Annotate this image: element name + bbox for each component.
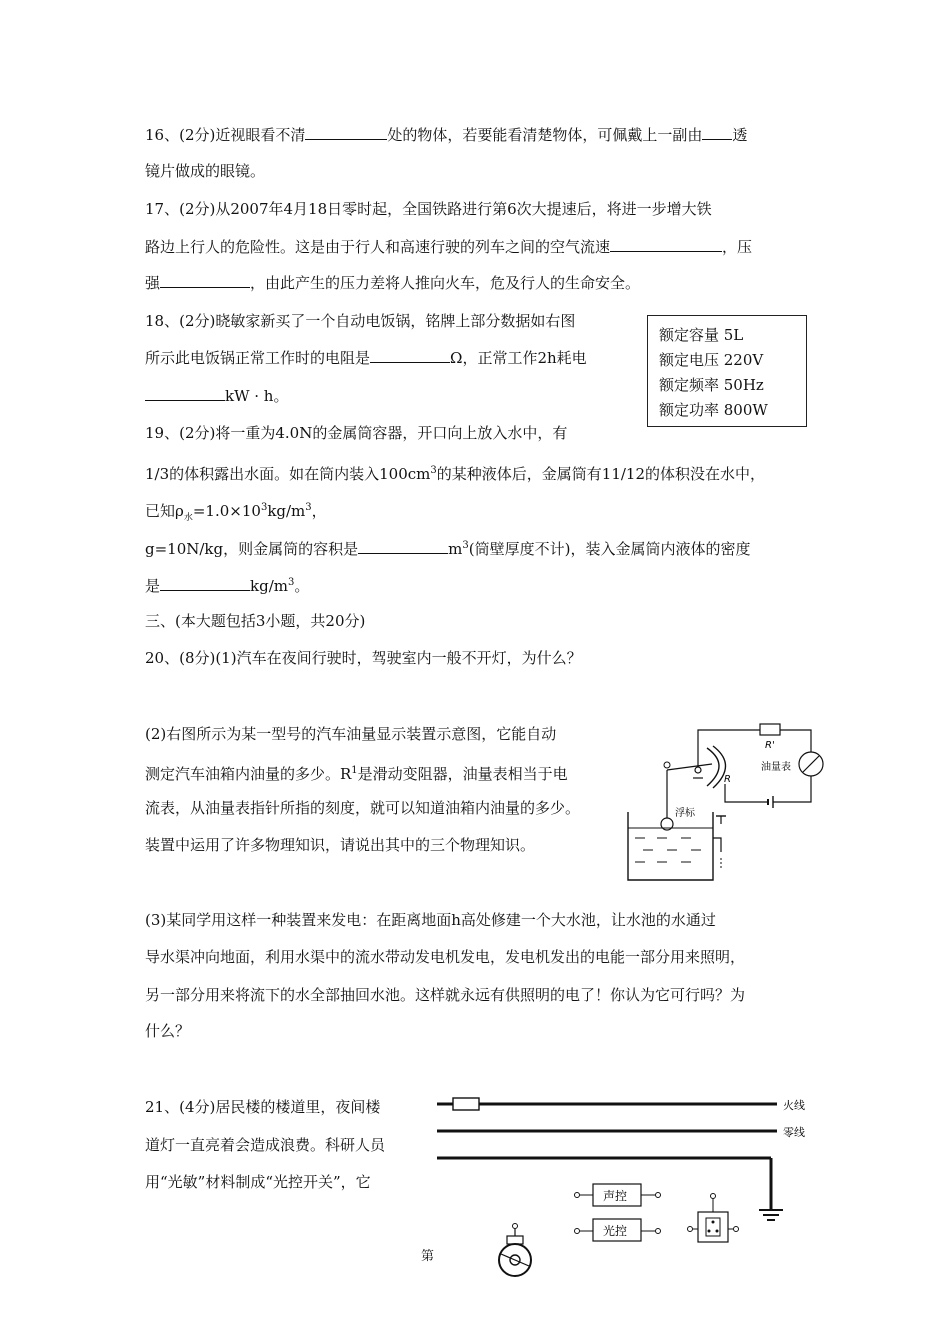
light-switch-label: 光控: [603, 1224, 628, 1238]
meter-label: 油量表: [761, 762, 791, 773]
q20-part2-line2: 测定汽车油箱内油量的多少。$R^1$是滑动变阻器，油量表相当于电: [145, 765, 568, 783]
nameplate-power: 额定功率 800W: [659, 401, 768, 419]
q16-line1: 16、(2分)近视眼看不清 处的物体，若要能看清楚物体，可佩戴上一副由 透: [145, 126, 748, 144]
q20-part3-line1: (3)某同学用这样一种装置来发电：在距离地面h高处修建一个大水池，让水池的水通过: [145, 911, 716, 929]
sound-switch-label: 声控: [603, 1189, 628, 1203]
q19-line3: 已知$\rho_水=1.0\times 10^3kg/m^3$，: [145, 502, 327, 523]
page-footer: 第: [421, 1249, 435, 1264]
q20-part3-line4: 什么？: [145, 1022, 191, 1040]
r-prime-label: R': [765, 740, 775, 751]
fuel-gauge-diagram: [595, 720, 830, 885]
answer-blank[interactable]: [145, 385, 225, 401]
answer-blank[interactable]: [370, 347, 450, 363]
q17-line3: 强 ，由此产生的压力差将人推向火车，危及行人的生命安全。: [145, 274, 641, 292]
q20-part2-line3: 流表，从油量表指针所指的刻度，就可以知道油箱内油量的多少。: [145, 799, 581, 817]
pivot-icon: [695, 767, 701, 773]
q21-line1: 21、(4分)居民楼的楼道里，夜间楼: [145, 1098, 381, 1116]
fuse-icon: [453, 1098, 479, 1110]
q19-line4: g=10N/kg，则金属筒的容积是 $m^3$(筒壁厚度不计)，装入金属筒内液体的密度: [145, 540, 751, 558]
q19-line1: 19、(2分)将一重为4.0N的金属筒容器，开口向上放入水中，有: [145, 424, 568, 442]
q21-line2: 道灯一直亮着会造成浪费。科研人员: [145, 1136, 386, 1154]
nameplate-frequency: 额定频率 50Hz: [659, 376, 764, 394]
q20-part3-line3: 另一部分用来将流下的水全部抽回水池。这样就永远有供照明的电了！你认为它可行吗？为: [145, 986, 746, 1004]
answer-blank[interactable]: [305, 124, 387, 140]
nameplate-capacity: 额定容量 5L: [659, 326, 744, 344]
answer-blank[interactable]: [610, 236, 722, 252]
answer-blank[interactable]: [160, 575, 250, 591]
answer-blank[interactable]: [358, 538, 448, 554]
float-label: 浮标: [675, 808, 695, 819]
q18-line3: kW · h。: [145, 385, 288, 407]
q19-line5: 是 $kg/m^3$。: [145, 577, 310, 595]
answer-blank[interactable]: [702, 124, 732, 140]
q19-line2: 1/3的体积露出水面。如在筒内装入$100cm^3$的某种液体后，金属筒有11/12的体积没在水中，: [145, 465, 766, 483]
q20-part3-line2: 导水渠冲向地面，利用水渠中的流水带动发电机发电，发电机发出的电能一部分用来照明，: [145, 948, 746, 966]
q18-line2: 所示此电饭锅正常工作时的电阻是 Ω，正常工作2h耗电: [145, 349, 587, 367]
answer-blank[interactable]: [160, 272, 250, 288]
q20-part2-line4: 装置中运用了许多物理知识，请说出其中的三个物理知识。: [145, 836, 536, 854]
resistor-r-prime: [760, 724, 780, 735]
q21-line3: 用“光敏”材料制成“光控开关”，它: [145, 1173, 371, 1191]
q17-line1: 17、(2分)从2007年4月18日零时起，全国铁路进行第6次大提速后，将进一步增大铁: [145, 200, 712, 218]
section-heading: 三、(本大题包括3小题，共20分): [145, 612, 366, 630]
q16-line2: 镜片做成的眼镜。: [145, 162, 266, 180]
wiring-diagram: [425, 1088, 825, 1283]
q17-line2: 路边上行人的危险性。这是由于行人和高速行驶的列车之间的空气流速 ，压: [145, 238, 753, 256]
q20-part1: 20、(8分)(1)汽车在夜间行驶时，驾驶室内一般不开灯，为什么？: [145, 649, 582, 667]
q20-part2-line1: (2)右图所示为某一型号的汽车油量显示装置示意图，它能自动: [145, 725, 557, 743]
q18-line1: 18、(2分)晓敏家新买了一个自动电饭锅，铭牌上部分数据如右图: [145, 312, 576, 330]
live-wire-label: 火线: [783, 1099, 805, 1112]
neutral-wire-label: 零线: [783, 1126, 805, 1139]
r-label: R: [724, 774, 731, 785]
nameplate-voltage: 额定电压 220V: [659, 351, 764, 369]
nameplate-box: [647, 315, 807, 427]
